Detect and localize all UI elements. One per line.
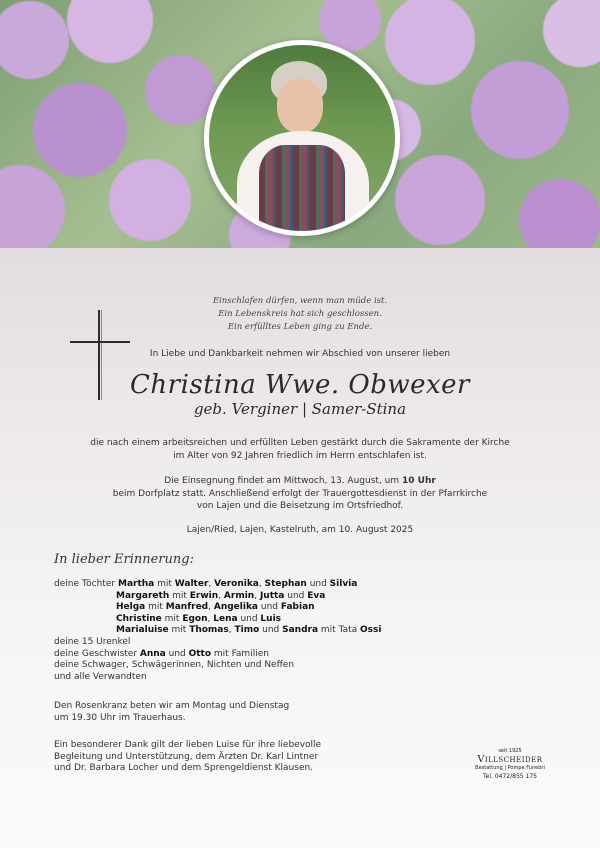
poem-line: Ein Lebenskreis hat sich geschlossen. (218, 309, 382, 319)
family-member-name: Silvia (329, 579, 358, 589)
in-laws: deine Schwager, Schwägerinnen, Nichten und Neffen (54, 660, 295, 671)
daughter-name: Margareth (116, 590, 170, 601)
mourners-list (54, 579, 381, 683)
family-member-name: Stephan (264, 579, 307, 589)
family-member-name: Angelika (213, 602, 259, 613)
rosary-line: um 19.30 Uhr im Trauerhaus. (54, 712, 186, 723)
great-grandchildren: deine 15 Urenkel (54, 636, 131, 647)
poem (0, 295, 600, 334)
family-member-name: Luis (260, 613, 282, 624)
family-member-name: Eva (307, 590, 326, 601)
relatives: und alle Verwandten (54, 671, 147, 682)
rosary-text (54, 701, 289, 724)
daughter-family: Helga mit Manfred, Angelika und Fabian (116, 602, 315, 613)
family-member-name: Walter (174, 579, 209, 589)
family-member-name: Ossi (360, 625, 382, 636)
logo-sub: Bestattung | Pompe Funebri (475, 765, 545, 771)
funeral-line: beim Dorfplatz statt. Anschließend erfolgt der Trauergottesdienst in der Pfarrkirche (112, 488, 488, 499)
siblings-text: mit Familien (211, 648, 269, 659)
rosary-line: Den Rosenkranz beten wir am Montag und Dienstag (54, 701, 290, 711)
funeral-text (0, 475, 600, 513)
passing-line: im Alter von 92 Jahren friedlich im Herrn entschlafen ist. (173, 450, 427, 461)
deceased-name: Christina Wwe. Obwexer (130, 370, 470, 400)
passing-text (0, 437, 600, 462)
family-member-name: Armin (223, 590, 255, 601)
place-date: Lajen/Ried, Lajen, Kastelruth, am 10. August 2025 (186, 525, 414, 535)
funeral-home-logo (470, 748, 550, 780)
sibling-name: Otto (188, 648, 212, 659)
siblings-text: und (165, 648, 189, 659)
portrait-photo (204, 40, 400, 236)
daughter-family: Margareth mit Erwin, Armin, Jutta und Eva (116, 590, 326, 601)
funeral-time: 10 Uhr (401, 476, 436, 486)
daughter-name: Helga (116, 602, 146, 613)
sibling-name: Anna (139, 648, 166, 659)
passing-line: die nach einem arbeitsreichen und erfüllten Leben gestärkt durch die Sakramente der Kirche (90, 438, 510, 448)
daughters-row (54, 579, 381, 591)
family-member-name: Erwin (189, 590, 219, 601)
family-member-name: Jutta (259, 590, 285, 601)
funeral-line: Die Einsegnung findet am Mittwoch, 13. August, um (164, 476, 402, 486)
thanks-line: Ein besonderer Dank gilt der lieben Luise für ihre liebevolle (54, 740, 322, 750)
family-member-name: Egon (182, 613, 208, 624)
daughter-family: Martha mit Walter, Veronika, Stephan und Silvia (117, 579, 358, 589)
poem-line: Ein erfülltes Leben ging zu Ende. (227, 322, 373, 332)
daughter-family: Christine mit Egon, Lena und Luis (116, 613, 282, 624)
family-member-name: Fabian (280, 602, 315, 613)
daughters-prefix: deine Töchter (54, 579, 116, 589)
thanks-text (54, 740, 321, 775)
hydrangea-header-image (0, 0, 600, 248)
thanks-line: Begleitung und Unterstützung, dem Ärzten Dr. Karl Lintner (54, 751, 319, 762)
poem-line: Einschlafen dürfen, wenn man müde ist. (212, 296, 388, 306)
family-member-name: Lena (213, 613, 238, 624)
birth-name: geb. Verginer | Samer-Stina (193, 400, 407, 418)
daughter-name: Martha (117, 579, 155, 589)
intro-text: In Liebe und Dankbarkeit nehmen wir Abschied von unserer lieben (149, 349, 451, 359)
logo-brand: Villscheider (477, 754, 543, 765)
memory-title: In lieber Erinnerung: (54, 552, 194, 567)
siblings-text: deine Geschwister (54, 648, 140, 659)
logo-tel: Tel. 0472/855 175 (483, 773, 537, 780)
family-member-name: Thomas (189, 625, 229, 636)
daughter-name: Christine (116, 613, 162, 624)
family-member-name: Sandra (282, 625, 319, 636)
family-member-name: Timo (234, 625, 260, 636)
thanks-line: und Dr. Barbara Locher und dem Sprengeldienst Klausen. (54, 763, 314, 774)
logo-since: seit 1925 (498, 748, 522, 754)
funeral-line: von Lajen und die Beisetzung im Ortsfriedhof. (196, 501, 404, 511)
family-member-name: Manfred (165, 602, 209, 613)
daughter-family: Marialuise mit Thomas, Timo und Sandra mit Tata Ossi (116, 625, 382, 636)
family-member-name: Veronika (214, 579, 259, 589)
siblings (54, 649, 381, 661)
daughter-name: Marialuise (116, 625, 169, 636)
